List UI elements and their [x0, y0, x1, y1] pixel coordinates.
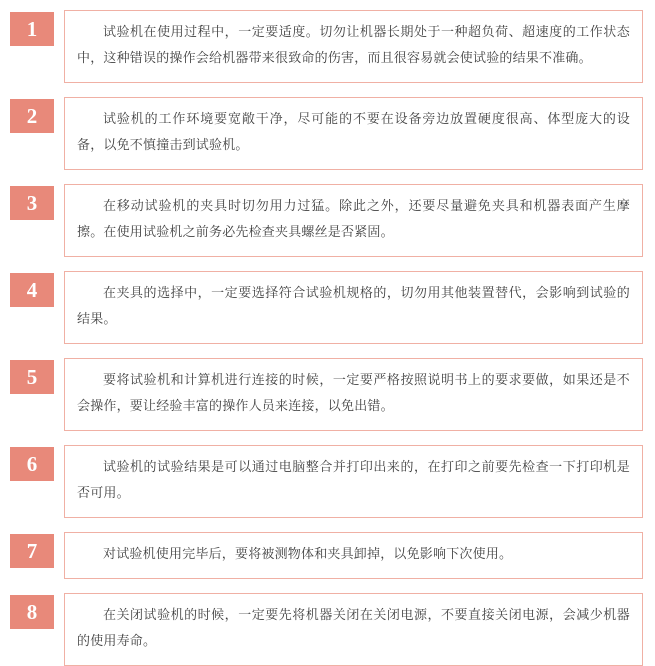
- item-number-badge: 7: [10, 534, 54, 568]
- item-text-box: [64, 10, 643, 83]
- item-text: 在移动试验机的夹具时切勿用力过猛。除此之外，还要尽量避免夹具和机器表面产生摩擦。在使用试验机之前务必先检查夹具螺丝是否紧固。: [77, 199, 630, 240]
- item-text-box: [64, 271, 643, 344]
- item-number-badge: 3: [10, 186, 54, 220]
- item-text-box: [64, 593, 643, 666]
- item-text: 试验机的工作环境要宽敞干净，尽可能的不要在设备旁边放置硬度很高、体型庞大的设备，以免不慎撞击到试验机。: [77, 112, 630, 153]
- item-number-badge: 8: [10, 595, 54, 629]
- list-item: [0, 593, 655, 666]
- item-number-badge: 2: [10, 99, 54, 133]
- item-number-badge: 6: [10, 447, 54, 481]
- item-text: 要将试验机和计算机进行连接的时候，一定要严格按照说明书上的要求要做，如果还是不会操作，要让经验丰富的操作人员来连接，以免出错。: [77, 373, 630, 414]
- item-text: 试验机在使用过程中，一定要适度。切勿让机器长期处于一种超负荷、超速度的工作状态中，这种错误的操作会给机器带来很致命的伤害，而且很容易就会使试验的结果不准确。: [77, 25, 630, 66]
- list-item: [0, 358, 655, 431]
- list-item: [0, 445, 655, 518]
- item-text-box: [64, 445, 643, 518]
- item-text: 对试验机使用完毕后，要将被测物体和夹具卸掉，以免影响下次使用。: [103, 547, 513, 562]
- item-text-box: [64, 97, 643, 170]
- item-number-badge: 5: [10, 360, 54, 394]
- item-text-box: [64, 358, 643, 431]
- list-item: [0, 97, 655, 170]
- list-item: [0, 10, 655, 83]
- item-text: 在夹具的选择中，一定要选择符合试验机规格的，切勿用其他装置替代，会影响到试验的结果。: [77, 286, 630, 327]
- item-number-badge: 1: [10, 12, 54, 46]
- item-text-box: [64, 184, 643, 257]
- item-text-box: [64, 532, 643, 579]
- list-item: [0, 532, 655, 579]
- item-text: 试验机的试验结果是可以通过电脑整合并打印出来的，在打印之前要先检查一下打印机是否可用。: [77, 460, 630, 501]
- item-number-badge: 4: [10, 273, 54, 307]
- item-text: 在关闭试验机的时候，一定要先将机器关闭在关闭电源，不要直接关闭电源，会减少机器的使用寿命。: [77, 608, 630, 649]
- list-item: [0, 271, 655, 344]
- list-item: [0, 184, 655, 257]
